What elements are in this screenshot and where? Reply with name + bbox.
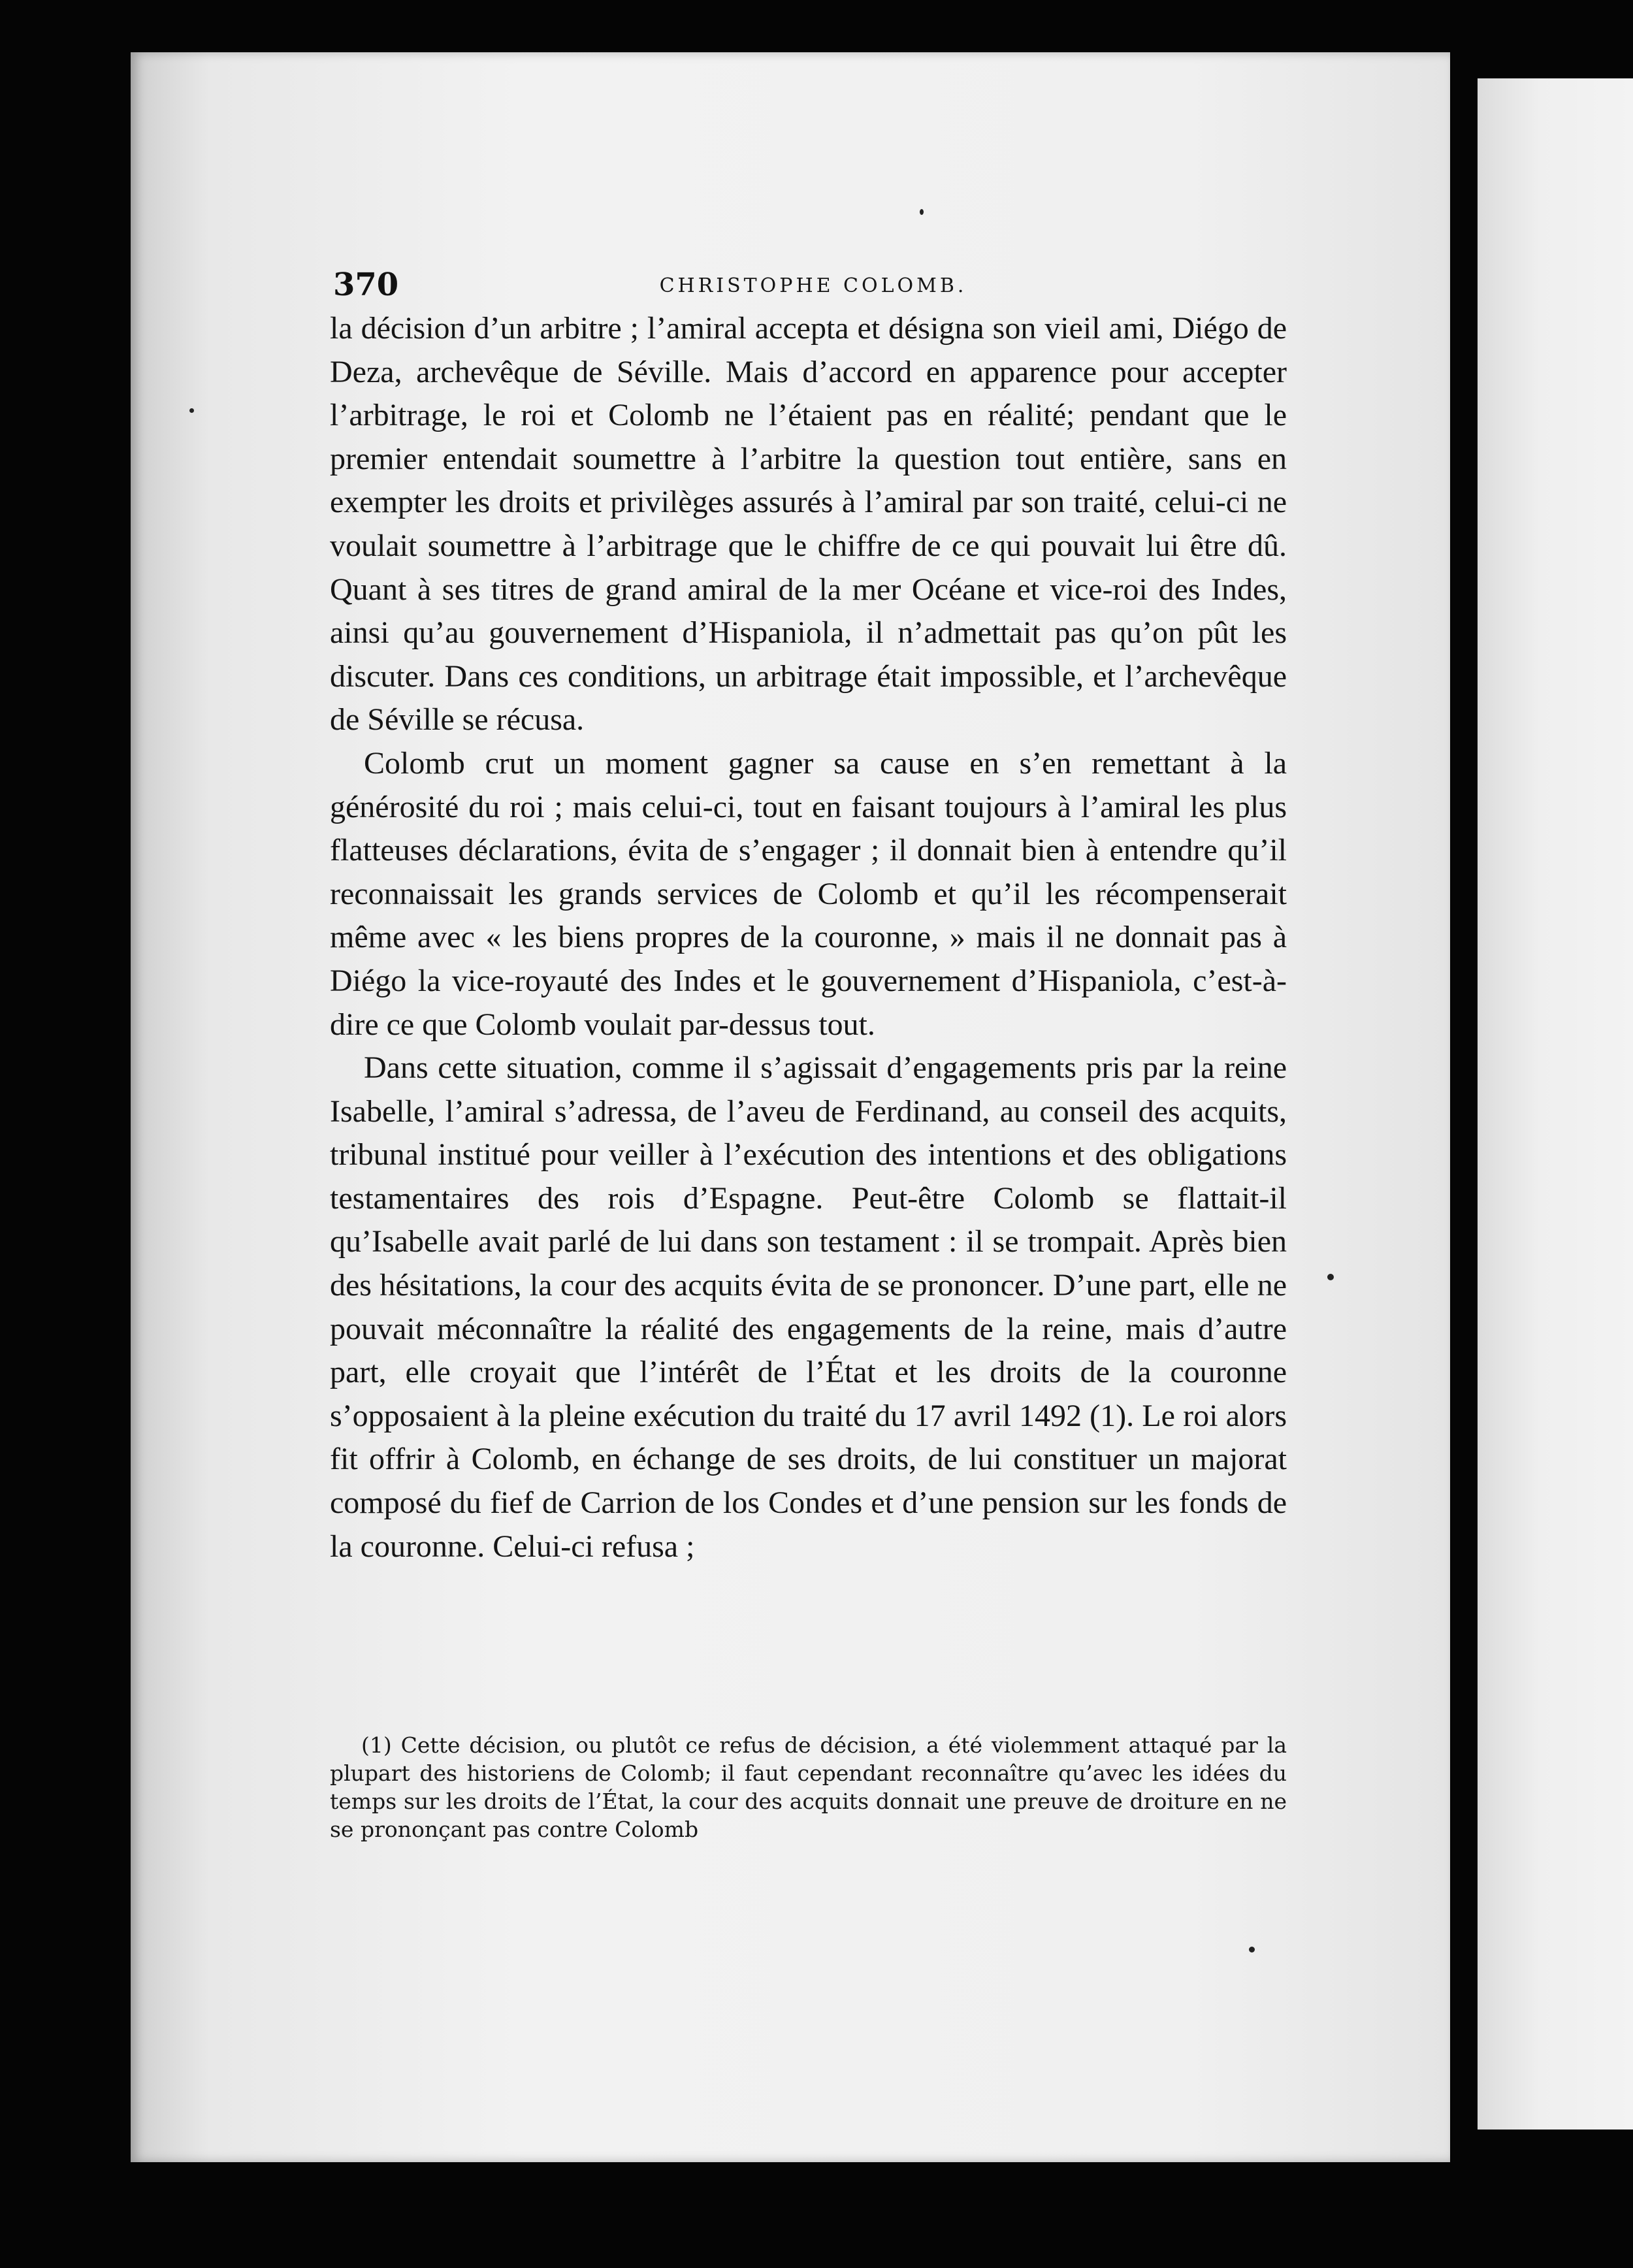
print-speck: [189, 408, 194, 413]
body-text: [330, 307, 1287, 1568]
print-speck: [1249, 1947, 1255, 1952]
page-number: 370: [333, 267, 399, 303]
paragraph-2: Colomb crut un moment gagner sa cause en s’en remettant à la générosité du roi ; mais celui-ci, tout en faisant toujours à l’amiral les plus flatteuses déclarations, évita de s’engager ; il donnait bien à entendre qu’il reconnaissait les grands services de Colomb et qu’il les récompenserait même avec « les biens propres de la couronne, » mais il ne donnait pas à Diégo la vice-royauté des Indes et le gouvernement d’Hispaniola, c’est-à-dire ce que Colomb voulait par-dessus tout.: [330, 745, 1287, 1042]
print-speck: [1327, 1274, 1334, 1280]
facing-page-edge: [1478, 78, 1633, 2130]
paragraph-1: la décision d’un arbitre ; l’amiral accepta et désigna son vieil ami, Diégo de Deza, archevêque de Séville. Mais d’accord en apparence pour accepter l’arbitrage, le roi et Colomb ne l’étaient pas en réalité; pendant que le premier entendait soumettre à l’arbitre la question tout entière, sans en exempter les droits et privilèges assurés à l’amiral par son traité, celui-ci ne voulait soumettre à l’arbitrage que le chiffre de ce qui pouvait lui être dû. Quant à ses titres de grand amiral de la mer Océane et vice-roi des Indes, ainsi qu’au gouvernement d’Hispaniola, il n’admettait pas qu’on pût les discuter. Dans ces conditions, un arbitrage était impossible, et l’archevêque de Séville se récusa.: [330, 311, 1287, 737]
paragraph-3: Dans cette situation, comme il s’agissait d’engagements pris par la reine Isabelle, l’amiral s’adressa, de l’aveu de Ferdinand, au conseil des acquits, tribunal institué pour veiller à l’exécution des intentions et des obligations testamentaires des rois d’Espagne. Peut-être Colomb se flattait-il qu’Isabelle avait parlé de lui dans son testament : il se trompait. Après bien des hésitations, la cour des acquits évita de se prononcer. D’une part, elle ne pouvait méconnaître la réalité des engagements de la reine, mais d’autre part, elle croyait que l’intérêt de l’État et les droits de la couronne s’opposaient à la pleine exécution du traité du 17 avril 1492 (1). Le roi alors fit offrir à Colomb, en échange de ses droits, de lui constituer un majorat composé du fief de Carrion de los Condes et d’une pension sur les fonds de la couronne. Celui-ci refusa ;: [330, 1050, 1287, 1564]
running-head: [333, 267, 1293, 306]
running-title: CHRISTOPHE COLOMB.: [659, 274, 967, 297]
footnote: (1) Cette décision, ou plutôt ce refus de décision, a été violemment attaqué par la plupart des historiens de Colomb; il faut cependant reconnaître qu’avec les idées du temps sur les droits de l’État, la cour des acquits donnait une preuve de droiture en ne se prononçant pas contre Colomb: [330, 1732, 1287, 1842]
print-speck: [920, 209, 924, 215]
